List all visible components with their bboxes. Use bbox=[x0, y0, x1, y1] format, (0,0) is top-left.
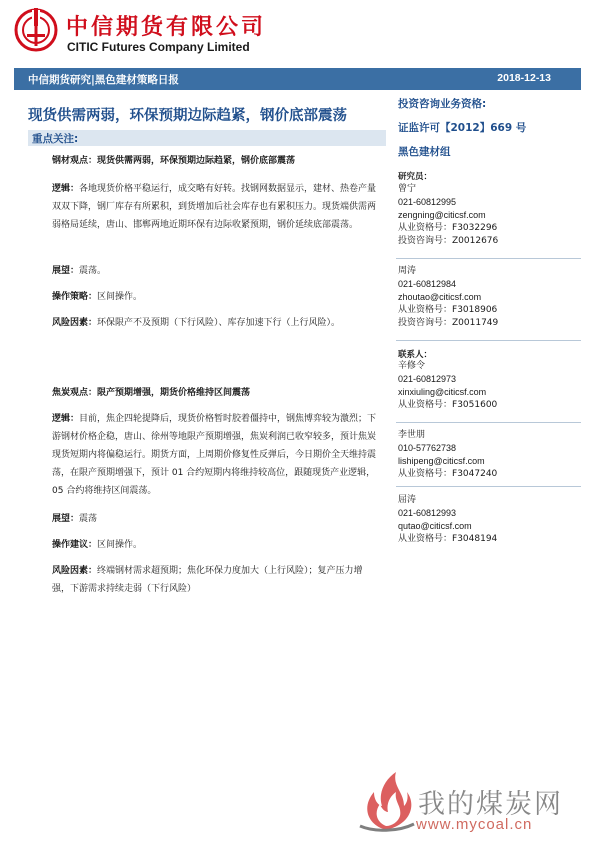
steel-view-text: 现货供需两弱，环保预期边际趋紧，钢价底部震荡 bbox=[97, 156, 296, 166]
invest-number: Z0011749 bbox=[452, 318, 499, 328]
watermark-url: www.mycoal.cn bbox=[416, 816, 533, 833]
coke-outlook bbox=[52, 510, 378, 528]
steel-risk bbox=[52, 314, 378, 332]
contact-phone: 010-57762738 bbox=[398, 443, 457, 453]
page-title: 现货供需两弱，环保预期边际趋紧，钢价底部震荡 bbox=[28, 108, 347, 124]
qualification-title: 投资咨询业务资格: bbox=[398, 98, 487, 110]
coke-risk-text: 终端钢材需求超预期；焦化环保力度加大（上行风险）；复产压力增强，下游需求持续走弱（下行风险） bbox=[52, 566, 363, 594]
researcher-card bbox=[398, 265, 498, 330]
cert-number: F3047240 bbox=[452, 469, 498, 479]
cert-label: 从业资格号： bbox=[398, 223, 453, 233]
coke-logic bbox=[52, 410, 378, 500]
invest-number: Z0012676 bbox=[452, 236, 499, 246]
contact-email[interactable]: lishipeng@citicsf.com bbox=[398, 456, 485, 466]
contact-phone: 021-60812993 bbox=[398, 508, 457, 518]
coke-view-label: 焦炭观点： bbox=[52, 388, 98, 398]
researcher-name: 曾宁 bbox=[398, 184, 417, 194]
divider bbox=[396, 422, 581, 423]
cert-number: F3048194 bbox=[452, 534, 498, 544]
researcher-card bbox=[398, 183, 498, 248]
steel-logic-label: 逻辑： bbox=[52, 184, 80, 194]
divider bbox=[396, 486, 581, 487]
coke-logic-label: 逻辑： bbox=[52, 414, 80, 424]
contact-card bbox=[398, 360, 497, 412]
contact-name: 屈涛 bbox=[398, 495, 417, 505]
cert-number: F3032296 bbox=[452, 223, 498, 233]
steel-strategy-label: 操作策略： bbox=[52, 292, 98, 302]
researcher-name: 周涛 bbox=[398, 266, 417, 276]
coke-risk bbox=[52, 562, 378, 598]
divider bbox=[396, 258, 581, 259]
steel-outlook-label: 展望： bbox=[52, 266, 80, 276]
report-date: 2018-12-13 bbox=[497, 72, 551, 84]
cert-number: F3018906 bbox=[452, 305, 498, 315]
steel-logic-text: 各地现货价格平稳运行，成交略有好转。找钢网数据显示，建材、热卷产量双双下降，钢厂库存有所累积，到货增加后社会库存也有累积压力。现货端供需两弱格局延续，唐山、邯郸两地近期环保有边际收紧预期，钢价延续底部震荡。 bbox=[52, 184, 377, 230]
coke-risk-label: 风险因素： bbox=[52, 566, 98, 576]
cert-label: 从业资格号： bbox=[398, 400, 453, 410]
researcher-phone: 021-60812984 bbox=[398, 279, 457, 289]
report-name: 中信期货研究|黑色建材策略日报 bbox=[28, 74, 179, 86]
company-name-en: CITIC Futures Company Limited bbox=[67, 40, 250, 54]
steel-strategy bbox=[52, 288, 378, 306]
coke-strategy-label: 操作建议： bbox=[52, 540, 98, 550]
steel-strategy-text: 区间操作。 bbox=[97, 292, 143, 302]
contact-card bbox=[398, 429, 497, 481]
steel-logic bbox=[52, 180, 378, 234]
citic-logo-icon bbox=[14, 8, 58, 52]
cert-label: 从业资格号： bbox=[398, 305, 453, 315]
coke-strategy-text: 区间操作。 bbox=[97, 540, 143, 550]
coke-logic-text: 目前，焦企四轮提降后，现货价格暂时胶着僵持中，钢焦博弈较为激烈；下游钢材价格企稳，唐山、徐州等地限产预期增强，焦炭利润已收窄较多，预计焦炭现货短期内将偏稳运行。期货方面，上周期价修复性反弹后，今日期价全天维持震荡，在限产预期增强下，预计 01 合约短期内将维持较高位，跟随现货产业逻辑，05 合约将维持区间震荡。 bbox=[52, 414, 377, 496]
steel-outlook bbox=[52, 262, 378, 280]
flame-logo-icon bbox=[352, 766, 422, 836]
contact-name: 李世朋 bbox=[398, 430, 426, 440]
steel-risk-label: 风险因素： bbox=[52, 318, 98, 328]
coke-outlook-text: 震荡 bbox=[79, 514, 98, 524]
contact-card bbox=[398, 494, 497, 546]
coke-strategy bbox=[52, 536, 378, 554]
company-name-cn: 中信期货有限公司 bbox=[66, 15, 267, 40]
group-name: 黑色建材组 bbox=[398, 146, 451, 158]
steel-risk-text: 环保限产不及预期（下行风险）、库存加速下行（上行风险）。 bbox=[97, 318, 341, 328]
coke-outlook-label: 展望： bbox=[52, 514, 80, 524]
invest-label: 投资咨询号： bbox=[398, 236, 453, 246]
contact-email[interactable]: xinxiuling@citicsf.com bbox=[398, 387, 487, 397]
steel-view bbox=[52, 152, 378, 170]
divider bbox=[396, 340, 581, 341]
coke-view bbox=[52, 384, 378, 402]
focus-bar bbox=[28, 130, 386, 146]
researcher-email[interactable]: zhoutao@citicsf.com bbox=[398, 292, 482, 302]
contact-label: 联系人： bbox=[398, 350, 433, 360]
watermark-text: 我的煤炭网 bbox=[418, 789, 563, 820]
cert-number: F3051600 bbox=[452, 400, 498, 410]
invest-label: 投资咨询号： bbox=[398, 318, 453, 328]
cert-label: 从业资格号： bbox=[398, 534, 453, 544]
focus-label: 重点关注: bbox=[32, 133, 79, 145]
contact-phone: 021-60812973 bbox=[398, 374, 457, 384]
steel-outlook-text: 震荡。 bbox=[79, 266, 107, 276]
license-number: 证监许可【2012】669 号 bbox=[398, 122, 527, 134]
report-header-bar bbox=[14, 68, 581, 90]
contact-name: 辛修令 bbox=[398, 361, 426, 371]
steel-view-label: 钢材观点： bbox=[52, 156, 98, 166]
researcher-phone: 021-60812995 bbox=[398, 197, 457, 207]
researcher-label: 研究员： bbox=[398, 172, 433, 182]
researcher-email[interactable]: zengning@citicsf.com bbox=[398, 210, 486, 220]
cert-label: 从业资格号： bbox=[398, 469, 453, 479]
coke-view-text: 限产预期增强，期货价格维持区间震荡 bbox=[97, 388, 251, 398]
contact-email[interactable]: qutao@citicsf.com bbox=[398, 521, 472, 531]
